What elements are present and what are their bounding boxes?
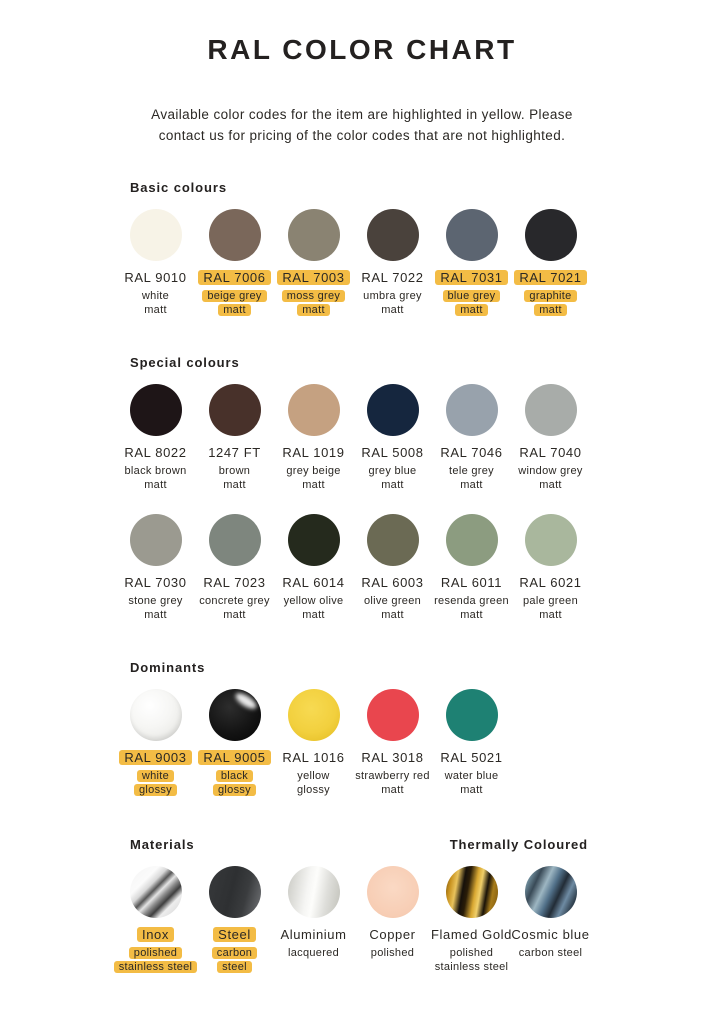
swatch-name-line: black brown xyxy=(124,465,187,477)
section-basic-colours xyxy=(116,180,724,317)
swatch-name-lines xyxy=(371,946,414,960)
swatch-code xyxy=(124,575,186,591)
swatch-name-line: stainless steel xyxy=(114,960,198,974)
swatch-code-text: RAL 6014 xyxy=(282,575,345,590)
color-swatch-circle xyxy=(130,384,182,436)
color-swatch-circle xyxy=(446,866,498,918)
swatch-cell xyxy=(116,689,195,797)
swatch-cell xyxy=(195,384,274,492)
color-swatch-circle xyxy=(288,866,340,918)
section-special-colours xyxy=(116,355,724,622)
swatch-name-lines xyxy=(363,289,422,317)
swatch-code xyxy=(282,575,344,591)
swatch-code-text: RAL 8022 xyxy=(124,445,187,460)
swatch-cell xyxy=(195,866,274,974)
swatch-code-text: RAL 9005 xyxy=(198,750,270,765)
swatch-name-line: yellow xyxy=(297,770,330,782)
swatch-name-line: graphite xyxy=(524,289,576,303)
swatch-cell xyxy=(195,209,274,317)
swatch-code xyxy=(519,445,581,461)
swatch-code-text: RAL 6021 xyxy=(519,575,582,590)
swatch-name-line: blue grey xyxy=(443,289,501,303)
swatch-name-line: matt xyxy=(381,609,404,621)
swatch-cell xyxy=(353,209,432,317)
swatch-name-line: matt xyxy=(460,609,483,621)
swatch-name-line: matt xyxy=(282,303,345,317)
color-swatch-circle xyxy=(525,384,577,436)
swatch-name-line: matt xyxy=(539,609,562,621)
swatch-name-line: polished xyxy=(449,947,494,959)
swatch-name-lines xyxy=(435,946,509,974)
swatch-name-line: steel xyxy=(212,960,257,974)
swatch-code-text: RAL 7006 xyxy=(198,270,270,285)
swatch-name-line: olive green xyxy=(363,595,422,607)
section-header-materials: Materials xyxy=(130,837,195,852)
color-swatch-circle xyxy=(446,514,498,566)
swatch-code xyxy=(435,270,507,286)
swatch-name-line: matt xyxy=(144,479,167,491)
swatch-code-text: RAL 9010 xyxy=(124,270,187,285)
swatch-cell xyxy=(353,514,432,622)
swatch-code-text: RAL 7021 xyxy=(514,270,586,285)
swatch-code xyxy=(514,270,586,286)
swatch-name-line: matt xyxy=(381,304,404,316)
swatch-code-text: RAL 7031 xyxy=(435,270,507,285)
swatch-name-line: glossy xyxy=(297,784,330,796)
swatch-code xyxy=(440,445,502,461)
color-swatch-circle xyxy=(446,209,498,261)
swatch-name-line: moss grey xyxy=(282,289,345,303)
swatch-code-text: RAL 7040 xyxy=(519,445,582,460)
swatch-name-line: umbra grey xyxy=(363,290,422,302)
swatch-code xyxy=(124,445,186,461)
color-swatch-circle xyxy=(525,514,577,566)
swatch-name-line: matt xyxy=(202,303,266,317)
color-swatch-circle xyxy=(209,689,261,741)
color-swatch-circle xyxy=(525,209,577,261)
chart-content xyxy=(0,180,724,974)
swatch-name-line: stone grey xyxy=(128,595,183,607)
swatch-cell xyxy=(195,514,274,622)
swatch-name-line: black xyxy=(213,769,256,783)
color-swatch-circle xyxy=(367,514,419,566)
swatch-cell xyxy=(432,209,511,317)
swatch-name-line: grey blue xyxy=(368,465,417,477)
swatch-name-line: lacquered xyxy=(287,947,339,959)
swatch-name-line: white xyxy=(134,769,177,783)
section-header-dominants: Dominants xyxy=(130,660,206,675)
color-swatch-circle xyxy=(367,866,419,918)
color-swatch-circle xyxy=(130,514,182,566)
swatch-cell xyxy=(274,866,353,974)
swatch-name-line: water blue xyxy=(444,770,499,782)
materials-header-row xyxy=(116,837,590,852)
swatch-name-line: matt xyxy=(144,304,167,316)
section-header-basic-colours: Basic colours xyxy=(130,180,227,195)
swatch-name-line: matt xyxy=(460,479,483,491)
swatch-cell xyxy=(353,384,432,492)
swatch-code xyxy=(361,270,423,286)
swatch-code xyxy=(208,445,261,461)
swatch-name-line: polished xyxy=(370,947,415,959)
swatch-name-line: polished xyxy=(114,946,198,960)
swatch-name-lines xyxy=(449,464,494,492)
swatch-cell xyxy=(116,209,195,317)
swatch-name-line: resenda green xyxy=(434,595,509,607)
swatch-name-line: matt xyxy=(302,609,325,621)
swatch-cell xyxy=(195,689,274,797)
swatch-code xyxy=(213,927,256,943)
swatch-code-text: RAL 9003 xyxy=(119,750,191,765)
swatch-name-line: matt xyxy=(223,609,246,621)
swatch-name-lines xyxy=(524,289,576,317)
swatch-name-line: matt xyxy=(460,784,483,796)
swatch-name-line: tele grey xyxy=(449,465,494,477)
swatch-code xyxy=(369,927,415,943)
section-materials xyxy=(116,837,724,974)
swatch-name-line: matt xyxy=(223,479,246,491)
swatch-code xyxy=(124,270,186,286)
swatch-name-lines xyxy=(202,289,266,317)
swatch-name-line: matt xyxy=(144,609,167,621)
swatch-name-lines xyxy=(443,289,501,317)
color-swatch-circle xyxy=(209,866,261,918)
swatch-name-lines xyxy=(355,769,430,797)
swatch-name-lines xyxy=(199,594,270,622)
swatch-code xyxy=(361,750,423,766)
swatch-name-line: brown xyxy=(218,465,251,477)
swatch-cell xyxy=(432,689,511,797)
swatch-name-lines xyxy=(134,769,177,797)
section-dominants xyxy=(116,660,724,797)
swatch-code-text: Cosmic blue xyxy=(511,927,590,942)
color-swatch-circle xyxy=(209,209,261,261)
swatch-code-text: Inox xyxy=(137,927,174,942)
color-swatch-circle xyxy=(446,384,498,436)
color-swatch-circle xyxy=(130,866,182,918)
swatch-name-lines xyxy=(369,464,417,492)
swatch-cell xyxy=(511,514,590,622)
swatch-name-line: carbon xyxy=(212,946,257,960)
swatch-name-line: white xyxy=(141,290,170,302)
color-swatch-circle xyxy=(209,514,261,566)
swatch-code xyxy=(280,927,346,943)
swatch-name-lines xyxy=(523,594,578,622)
swatch-name-lines xyxy=(219,464,250,492)
swatch-code-text: RAL 5021 xyxy=(440,750,503,765)
swatch-name-lines xyxy=(128,594,182,622)
swatch-name-line: yellow olive xyxy=(283,595,344,607)
swatch-name-lines xyxy=(297,769,330,797)
swatch-name-line: window grey xyxy=(518,465,583,477)
swatch-cell xyxy=(274,514,353,622)
swatch-cell xyxy=(432,384,511,492)
swatch-code xyxy=(198,750,270,766)
swatch-code-text: RAL 7022 xyxy=(361,270,424,285)
swatch-name-line: grey beige xyxy=(286,465,341,477)
swatch-cell xyxy=(511,866,590,974)
color-swatch-circle xyxy=(288,514,340,566)
swatch-name-line: beige grey xyxy=(202,289,266,303)
swatch-code xyxy=(519,575,581,591)
swatch-name-lines xyxy=(212,946,257,974)
color-swatch-circle xyxy=(367,384,419,436)
swatch-code xyxy=(361,445,423,461)
color-swatch-circle xyxy=(130,689,182,741)
swatch-row-special-1 xyxy=(116,384,724,492)
swatch-name-line: matt xyxy=(381,784,404,796)
color-swatch-circle xyxy=(288,209,340,261)
swatch-name-line: matt xyxy=(381,479,404,491)
swatch-name-line: matt xyxy=(524,303,576,317)
swatch-cell xyxy=(432,866,511,974)
swatch-cell xyxy=(353,866,432,974)
swatch-cell xyxy=(274,209,353,317)
swatch-cell xyxy=(274,689,353,797)
swatch-code-text: Aluminium xyxy=(280,927,347,942)
swatch-code-text: RAL 7023 xyxy=(203,575,266,590)
swatch-code xyxy=(441,575,502,591)
swatch-row-special-2 xyxy=(116,514,724,622)
swatch-code-text: Copper xyxy=(369,927,416,942)
swatch-name-line: strawberry red xyxy=(355,770,430,782)
swatch-code-text: RAL 1016 xyxy=(282,750,345,765)
swatch-code-text: RAL 3018 xyxy=(361,750,424,765)
swatch-name-lines xyxy=(286,464,340,492)
swatch-name-line: matt xyxy=(539,479,562,491)
color-swatch-circle xyxy=(209,384,261,436)
swatch-code-text: RAL 5008 xyxy=(361,445,424,460)
swatch-name-lines xyxy=(282,289,345,317)
swatch-code xyxy=(203,575,265,591)
page-title: RAL COLOR CHART xyxy=(207,34,517,65)
swatch-name-lines xyxy=(518,464,582,492)
swatch-cell xyxy=(116,514,195,622)
swatch-name-lines xyxy=(519,946,583,960)
swatch-name-lines xyxy=(364,594,421,622)
swatch-name-line: carbon steel xyxy=(518,947,583,959)
color-swatch-circle xyxy=(288,384,340,436)
color-swatch-circle xyxy=(130,209,182,261)
color-swatch-circle xyxy=(525,866,577,918)
subtitle-line-1: Available color codes for the item are highlighted in yellow. Please xyxy=(151,107,573,122)
swatch-code xyxy=(277,270,349,286)
swatch-code-text: 1247 FT xyxy=(208,445,261,460)
swatch-code xyxy=(137,927,174,943)
swatch-name-lines xyxy=(288,946,339,960)
page-subtitle xyxy=(0,104,724,146)
swatch-row-basic xyxy=(116,209,724,317)
swatch-cell xyxy=(511,209,590,317)
section-header-thermally-coloured: Thermally Coloured xyxy=(449,837,588,852)
swatch-code-text: Steel xyxy=(213,927,256,942)
swatch-name-lines xyxy=(284,594,344,622)
color-swatch-circle xyxy=(367,209,419,261)
swatch-cell xyxy=(116,866,195,974)
color-swatch-circle xyxy=(288,689,340,741)
color-swatch-circle xyxy=(446,689,498,741)
swatch-name-lines xyxy=(434,594,509,622)
swatch-code xyxy=(440,750,502,766)
section-header-special-colours: Special colours xyxy=(130,355,240,370)
swatch-name-line: matt xyxy=(302,479,325,491)
swatch-code xyxy=(198,270,270,286)
swatch-row-materials xyxy=(116,866,724,974)
swatch-name-line: pale green xyxy=(523,595,578,607)
swatch-name-line: glossy xyxy=(213,783,256,797)
swatch-name-line: stainless steel xyxy=(434,961,509,973)
swatch-code-text: RAL 7030 xyxy=(124,575,187,590)
swatch-code-text: Flamed Gold xyxy=(430,927,513,942)
swatch-row-dominants xyxy=(116,689,724,797)
swatch-name-lines xyxy=(142,289,169,317)
swatch-cell xyxy=(116,384,195,492)
swatch-code xyxy=(119,750,191,766)
swatch-code xyxy=(431,927,512,943)
swatch-code xyxy=(361,575,423,591)
swatch-code xyxy=(511,927,589,943)
swatch-code-text: RAL 7003 xyxy=(277,270,349,285)
swatch-code xyxy=(282,445,344,461)
swatch-name-lines xyxy=(445,769,499,797)
swatch-name-lines xyxy=(125,464,187,492)
swatch-cell xyxy=(353,689,432,797)
swatch-code-text: RAL 7046 xyxy=(440,445,503,460)
swatch-name-line: matt xyxy=(443,303,501,317)
swatch-code-text: RAL 1019 xyxy=(282,445,345,460)
swatch-code-text: RAL 6011 xyxy=(440,575,503,590)
swatch-name-line: concrete grey xyxy=(199,595,270,607)
swatch-name-line: glossy xyxy=(134,783,177,797)
subtitle-line-2: contact us for pricing of the color codes that are not highlighted. xyxy=(158,128,566,143)
swatch-cell xyxy=(511,384,590,492)
swatch-code-text: RAL 6003 xyxy=(361,575,424,590)
color-swatch-circle xyxy=(367,689,419,741)
swatch-code xyxy=(282,750,344,766)
swatch-name-lines xyxy=(114,946,198,974)
swatch-cell xyxy=(274,384,353,492)
swatch-name-lines xyxy=(213,769,256,797)
swatch-cell xyxy=(432,514,511,622)
